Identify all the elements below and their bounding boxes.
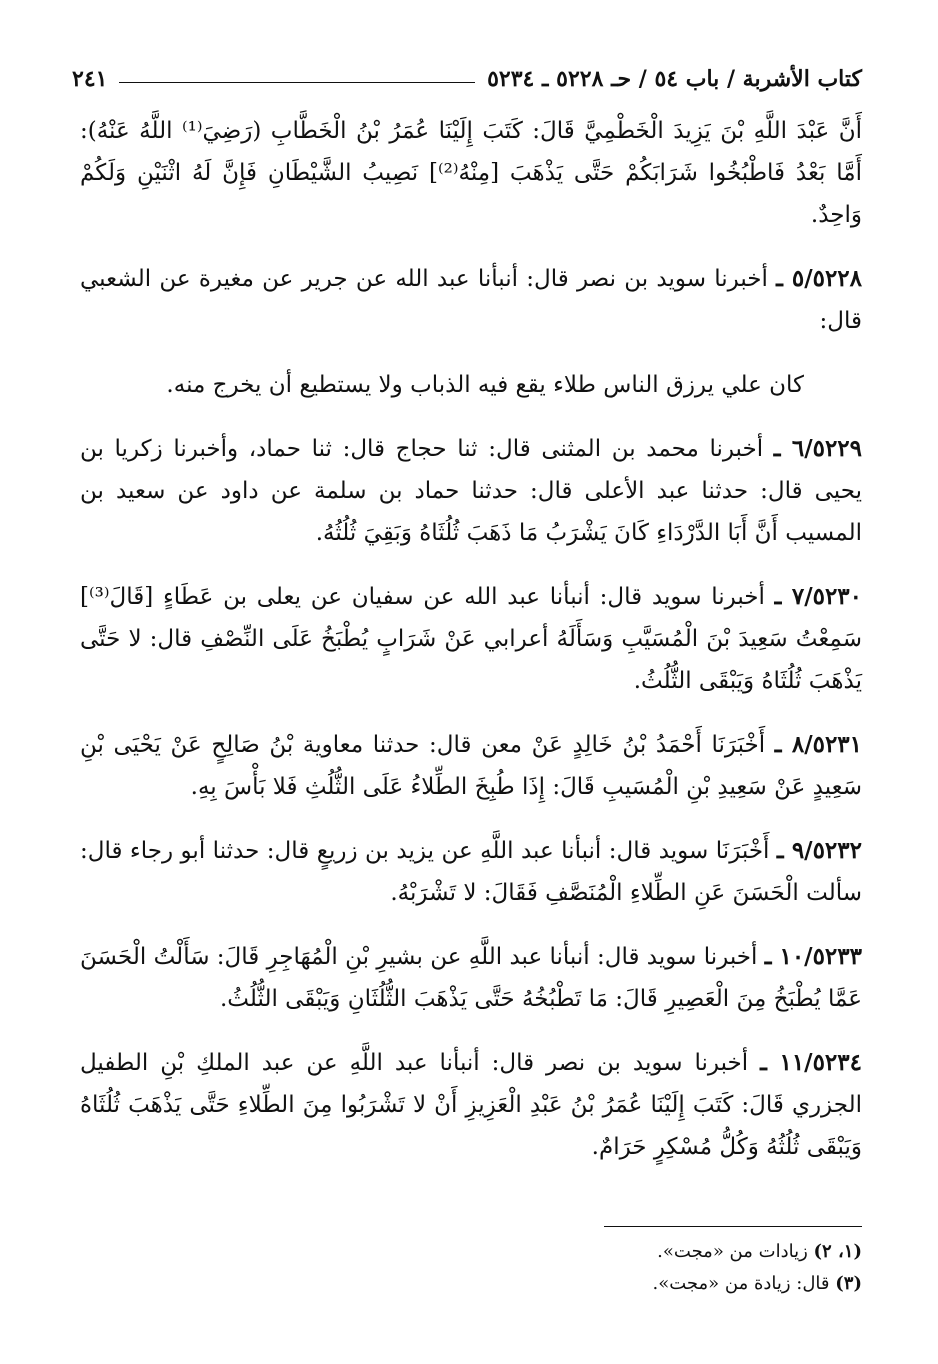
hadith-text: أَخْبَرَنَا سويد قال: أنبأنا عبد اللَّهِ عن يزيد بن زريعٍ قال: حدثنا أبو رجاء قال: سألت الْحَسَنَ عَنِ الطِّلاءِ الْمُنَصَّفِ فَقَالَ: لا تَشْرَبْهُ. xyxy=(80,838,862,906)
hadith-text: أخبرنا سويد بن نصر قال: أنبأنا عبد اللَّهِ عن عبد الملكِ بْنِ الطفيل الجزري قَالَ: كَتَبَ إِلَيْنَا عُمَرُ بْنُ عَبْدِ الْعَزِيزِ أَنْ لا تَشْرَبُوا مِنَ الطِّلاءِ حَتَّى يَذْهَبَ ثُلُثَاهُ وَيَبْقَى ثُلُثُهُ وَكُلُّ مُسْكِرٍ حَرَامٌ. xyxy=(80,1050,862,1160)
hadith-paragraph xyxy=(80,258,862,342)
main-text xyxy=(80,110,862,1168)
footnote xyxy=(80,1268,862,1300)
header-title: كتاب الأشربة / باب ٥٤ / حـ ٥٢٢٨ ـ ٥٢٣٤ xyxy=(487,66,862,92)
hadith-number: ٨/٥٢٣١ ـ xyxy=(774,731,863,758)
hadith-number: ٦/٥٢٢٩ ـ xyxy=(773,435,863,462)
hadith-paragraph xyxy=(80,830,862,914)
paragraph-text: أَنَّ عَبْدَ اللَّهِ بْنَ يَزِيدَ الْخَطْمِيَّ قَالَ: كَتَبَ إِلَيْنَا عُمَرُ بْنُ الْخَطَّابِ (رَضِيَ⁽¹⁾ اللَّهُ عَنْهُ): أَمَّا بَعْدُ فَاطْبُخُوا شَرَابَكُمْ حَتَّى يَذْهَبَ [مِنْهُ⁽²⁾] نَصِيبُ الشَّيْطَانِ فَإِنَّ لَهُ اثْنَيْنِ وَلَكُمْ وَاحِدٌ. xyxy=(80,118,862,228)
book-page xyxy=(72,62,863,1342)
page-number: ٢٤١ xyxy=(72,66,108,92)
paragraph xyxy=(80,364,862,406)
footnote-text: قال: زيادة من «مجت». xyxy=(652,1273,830,1294)
hadith-number: ٥/٥٢٢٨ ـ xyxy=(776,265,863,292)
hadith-paragraph xyxy=(80,576,862,702)
footnote-text: زيادات من «مجت». xyxy=(657,1241,808,1262)
footnote-mark: (٣) xyxy=(835,1273,862,1294)
running-header xyxy=(72,62,862,96)
hadith-text: أخبرنا سويد بن نصر قال: أنبأنا عبد الله عن جرير عن مغيرة عن الشعبي قال: xyxy=(80,266,862,334)
hadith-number: ١٠/٥٢٣٣ ـ xyxy=(764,943,862,970)
hadith-text: أخبرنا محمد بن المثنى قال: ثنا حجاج قال: ثنا حماد، وأخبرنا زكريا بن يحيى قال: حدثنا عبد الأعلى قال: حدثنا حماد بن سلمة عن داود عن سعيد بن المسيب أَنَّ أَبَا الدَّرْدَاءِ كَانَ يَشْرَبُ مَا ذَهَبَ ثُلُثَاهُ وَبَقِيَ ثُلُثُهُ. xyxy=(80,436,862,546)
hadith-paragraph xyxy=(80,724,862,808)
footnotes xyxy=(80,1236,862,1300)
footnote-mark: (١، ٢) xyxy=(813,1241,862,1262)
hadith-text: أخبرنا سويد قال: أنبأنا عبد الله عن سفيان عن يعلى بن عَطَاءٍ [قَالَ⁽³⁾] سَمِعْتُ سَعِيدَ بْنَ الْمُسَيَّبِ وَسَأَلَهُ أعرابي عَنْ شَرَابٍ يُطْبَخُ عَلَى النِّصْفِ قال: لا حَتَّى يَذْهَبَ ثُلُثَاهُ وَيَبْقَى الثُّلُثُ. xyxy=(80,584,862,694)
paragraph-text: كان علي يرزق الناس طلاء يقع فيه الذباب ولا يستطيع أن يخرج منه. xyxy=(166,372,804,398)
hadith-paragraph xyxy=(80,1042,862,1168)
hadith-paragraph xyxy=(80,428,862,554)
hadith-paragraph xyxy=(80,936,862,1020)
paragraph xyxy=(80,110,862,236)
footnote-divider xyxy=(604,1226,862,1227)
footnote xyxy=(80,1236,862,1268)
hadith-number: ١١/٥٢٣٤ ـ xyxy=(760,1049,862,1076)
hadith-text: أَخْبَرَنَا أَحْمَدُ بْنُ خَالِدٍ عَنْ معن قال: حدثنا معاوية بْنُ صَالِحٍ عَنْ يَحْيَى بْنِ سَعِيدٍ عَنْ سَعِيدِ بْنِ الْمُسَيبِ قَالَ: إِذَا طُبِخَ الطِّلاءُ عَلَى الثُّلُثِ فَلا بَأْسَ بِهِ. xyxy=(80,732,862,800)
hadith-text: أخبرنا سويد قال: أنبأنا عبد اللَّهِ عن بشيرِ بْنِ الْمُهَاجِرِ قَالَ: سَأَلْتُ الْحَسَنَ عَمَّا يُطْبَخُ مِنَ الْعَصِيرِ قَالَ: مَا تَطْبُخُهُ حَتَّى يَذْهَبَ الثُّلُثَانِ وَيَبْقَى الثُّلُثُ. xyxy=(80,944,862,1012)
hadith-number: ٩/٥٢٣٢ ـ xyxy=(776,837,862,864)
hadith-number: ٧/٥٢٣٠ ـ xyxy=(774,583,863,610)
header-rule xyxy=(119,82,475,83)
